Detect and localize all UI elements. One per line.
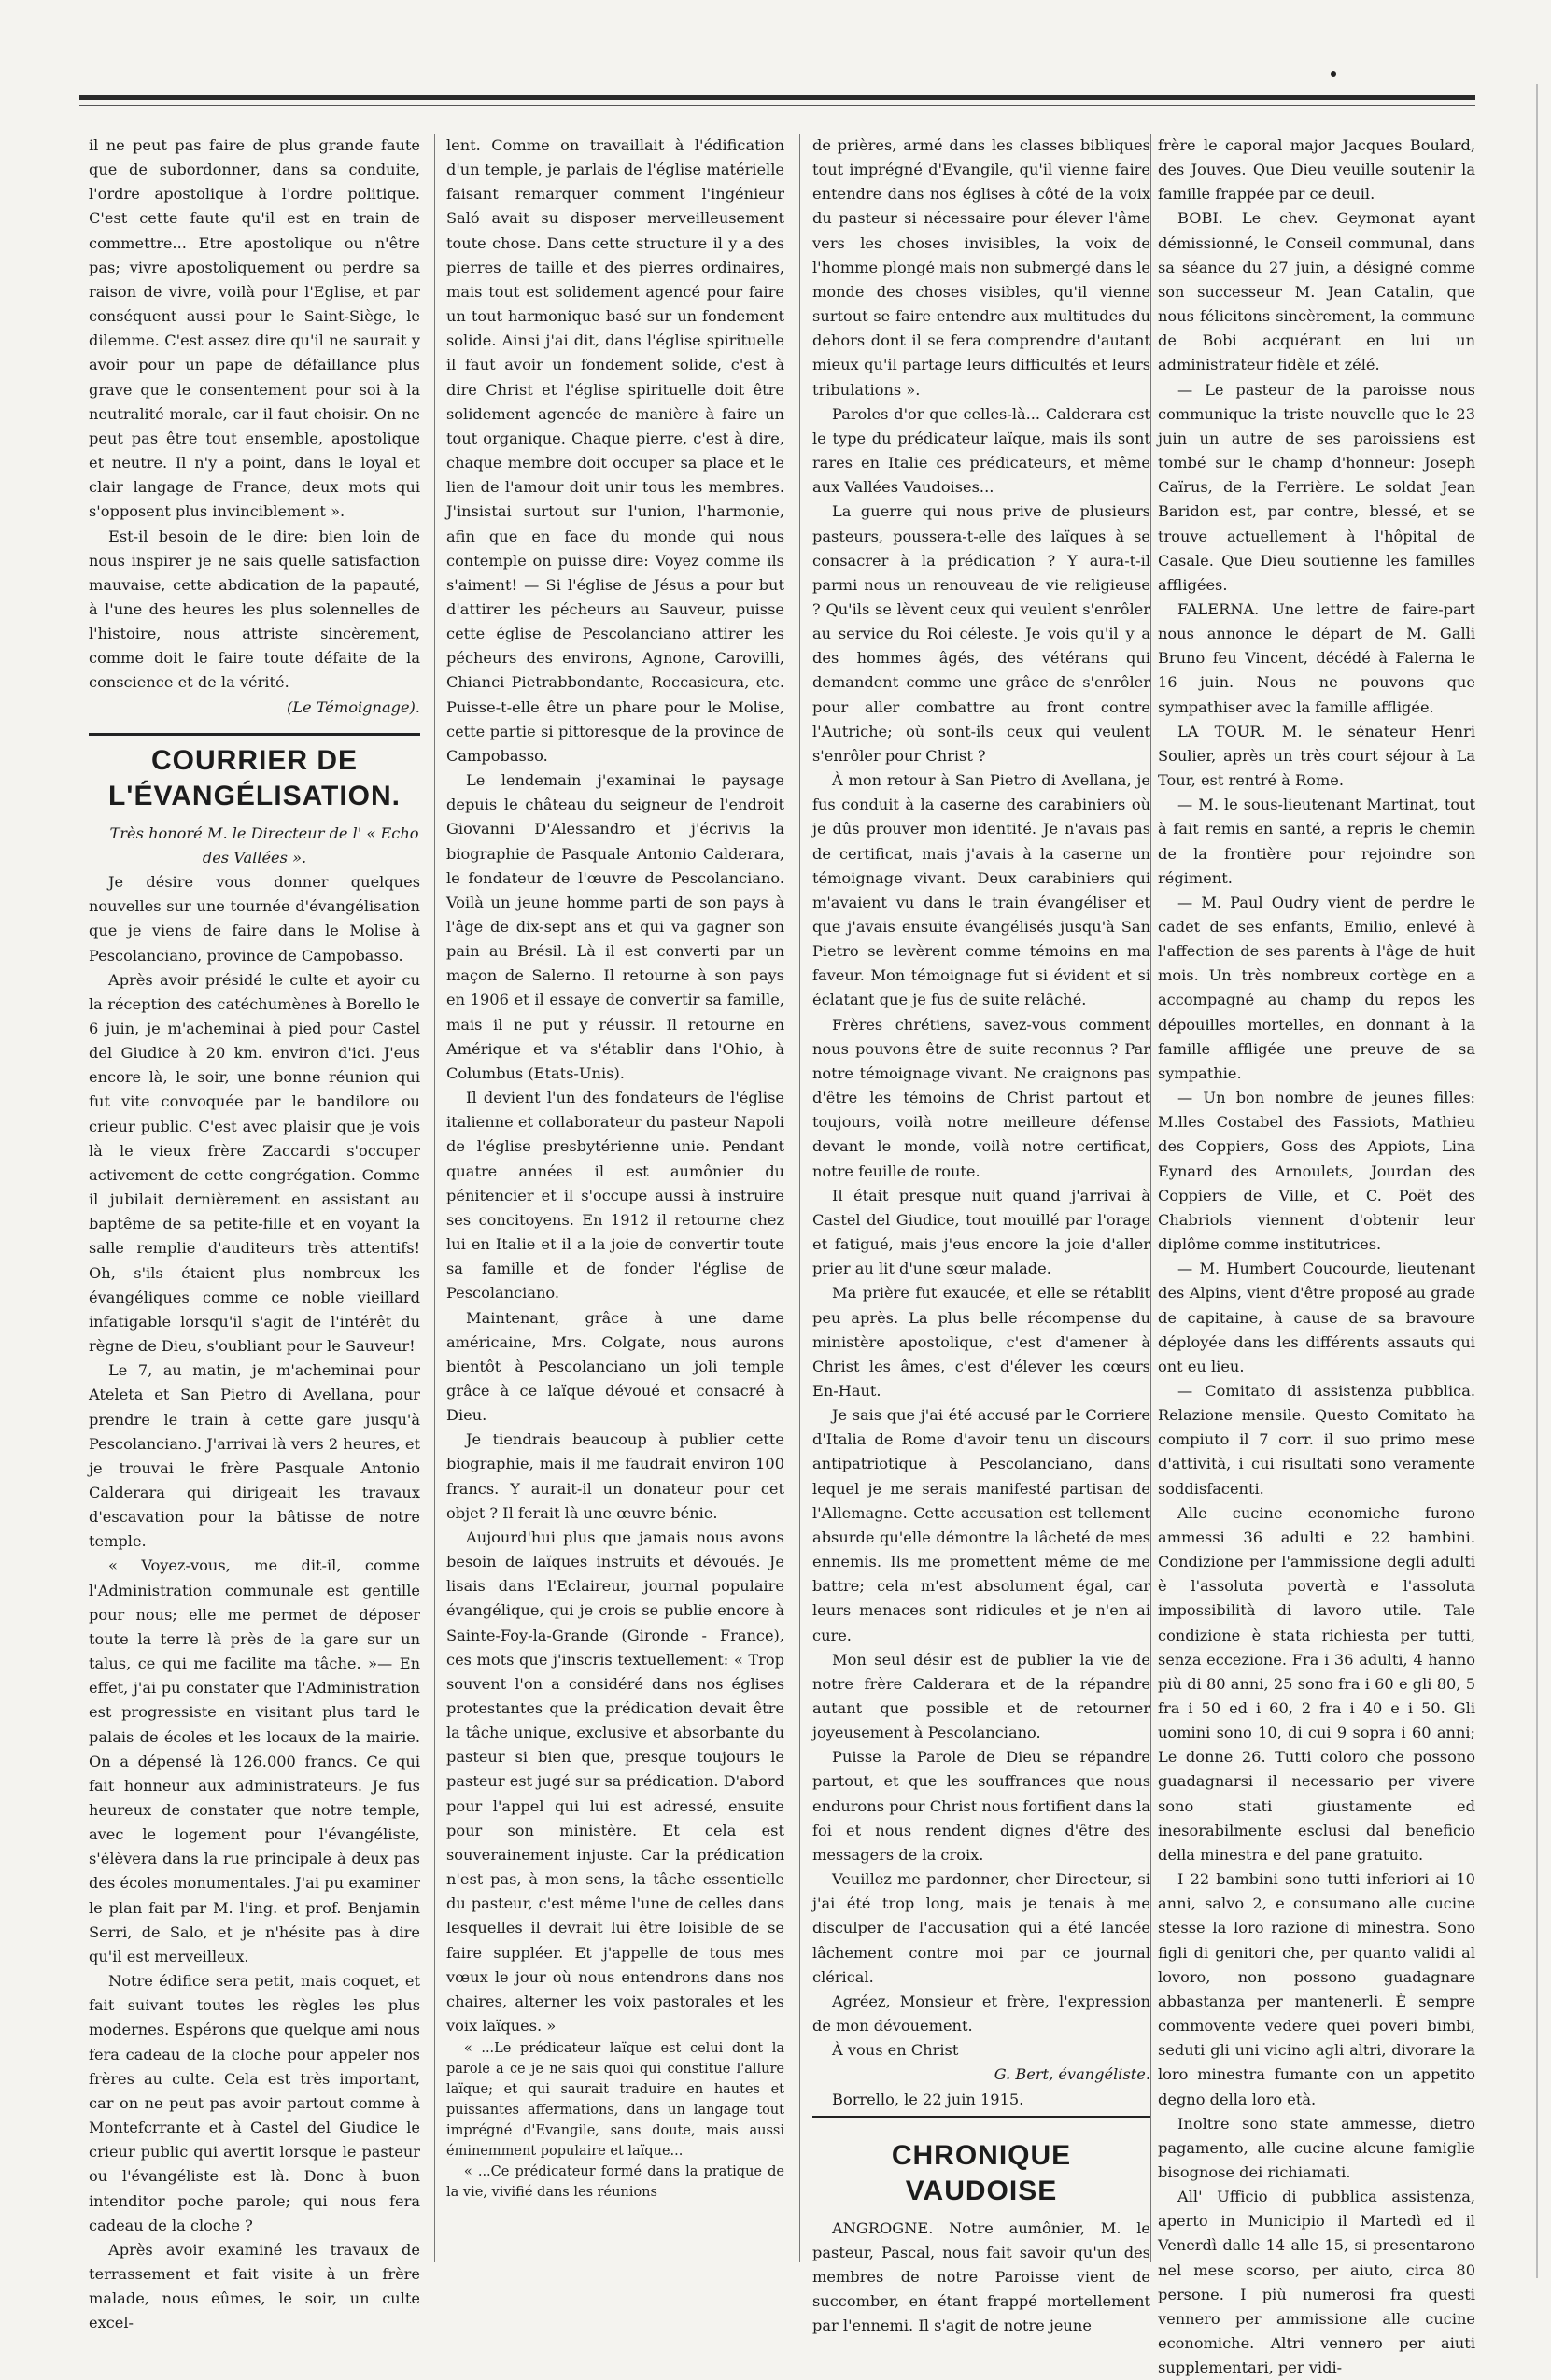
paragraph: — Comitato di assistenza pubblica. Relazione mensile. Questo Comitato ha compiuto il 7 corr. il suo primo mese d'attività, i cui risultati sono veramente soddisfacenti. [1158, 1381, 1475, 1498]
paragraph: La guerre qui nous prive de plusieurs pasteurs, poussera-t-elle des laïques à se consacrer à la prédication ? Y aura-t-il parmi nous un renouveau de vie religieuse ? Qu'ils se lèvent ceux qui veulent s'enrôler au service du Roi céleste. Je vois qu'il y a des hommes âgés, des vétérans qui demandent comme une grâce de s'enrôler pour aller combattre au front contre l'Autriche; où sont-ils ceux qui veulent s'enrôler pour Christ ? [812, 502, 1150, 765]
paragraph: de prières, armé dans les classes bibliques tout imprégné d'Evangile, qu'il vienne faire entendre dans nos églises à côté de la voix du pasteur si nécessaire pour élever l'âme vers les choses invisibles, la voix de l'homme plongé mais non submergé dans le monde des choses visibles, qu'il vienne surtout se faire entendre aux multitudes du dehors dont il se fera comprendre d'autant mieux qu'il partage leurs difficultés et leurs tribulations ». [812, 136, 1150, 399]
header-rule-thin [79, 105, 1475, 106]
page-edge-line [1536, 84, 1538, 2278]
paragraph: FALERNA. Une lettre de faire-part nous annonce le départ de M. Galli Bruno feu Vincent, décédé à Falerna le 16 juin. Nous ne pouvons que sympathiser avec la famille affligée. [1158, 599, 1475, 716]
paragraph: lent. Comme on travaillait à l'édification d'un temple, je parlais de l'église matérielle faisant remarquer comment l'ingénieur Saló avait su disposer merveilleusement toute chose. Dans cette structure il y a des pierres de taille et des pierres ordinaires, mais tout est solidement agencé pour faire un tout harmonique basé sur un fondement solide. Ainsi j'ai dit, dans l'église spirituelle il faut avoir un fondement solide, c'est à dire Christ et l'église spirituelle doit être solidement agencée de manière à faire un tout organique. Chaque pierre, c'est à dire, chaque membre doit occuper sa place et le lien de l'amour doit unir tous les membres. J'insistai surtout sur l'union, l'harmonie, afin que en face du monde qui nous contemple on puisse dire: Voyez comme ils s'aiment! — Si l'église de Jésus a pour but d'attirer les pécheurs au Sauveur, puisse cette église de Pescolanciano attirer les pécheurs des environs, Agnone, Carovilli, Chianci Pietrabbondante, Roccasicura, etc. Puisse-t-elle être un phare pour le Molise, cette partie si pittoresque de la province de Campobasso. [446, 136, 784, 765]
column-3 [812, 134, 1150, 2335]
paragraph: frère le caporal major Jacques Boulard, des Jouves. Que Dieu veuille soutenir la famille frappée par ce deuil. [1158, 136, 1475, 204]
paragraph: Je tiendrais beaucoup à publier cette biographie, mais il me faudrait environ 100 francs. Y aurait-il un donateur pour cet objet ? Il ferait là une œuvre bénie. [446, 1430, 784, 1522]
column-divider [434, 134, 435, 2262]
paragraph: Le lendemain j'examinai le paysage depuis le château du seigneur de l'endroit Giovanni D'Alessandro et j'écrivis la biographie de Pasquale Antonio Calderara, le fondateur de l'œuvre de Pescolanciano. Voilà un jeune homme parti de son pays à l'âge de dix-sept ans et qui va gagner son pain au Brésil. Là il est converti par un maçon de Salerno. Il retourne à son pays en 1906 et il essaye de convertir sa famille, mais il ne put y réussir. Il retourne en Amérique et va s'établir dans l'Ohio, à Columbus (Etats-Unis). [446, 771, 784, 1082]
ink-dot [1331, 71, 1336, 77]
paragraph: Alle cucine economiche furono ammessi 36 adulti e 22 bambini. Condizione per l'ammissione degli adulti è l'assoluta povertà e l'assoluta impossibilità di lavoro utile. Tale condizione è stata richiesta per tutti, senza eccezione. Fra i 36 adulti, 4 hanno più di 80 anni, 25 sono fra i 60 e gli 80, 5 fra i 50 ed i 60, 2 fra i 40 e i 50. Gli uomini sono 10, di cui 9 sopra i 60 anni; Le donne 26. Tutti coloro che possono guadagnarsi il necessario per vivere sono stati giustamente ed inesorabilmente esclusi dal beneficio della minestra e del pane gratuito. [1158, 1503, 1475, 1864]
paragraph: BOBI. Le chev. Geymonat ayant démissionné, le Conseil communal, dans sa séance du 27 juin, a désigné comme son successeur M. Jean Catalin, que nous félicitons sincèrement, la commune de Bobi acquérant en lui un administrateur fidèle et zélé. [1158, 209, 1475, 374]
paragraph: Maintenant, grâce à une dame américaine, Mrs. Colgate, nous aurons bientôt à Pescolanciano un joli temple grâce à ce laïque dévoué et consacré à Dieu. [446, 1308, 784, 1425]
paragraph: Est-il besoin de le dire: bien loin de nous inspirer je ne sais quelle satisfaction mauvaise, cette abdication de la papauté, à l'une des heures les plus solennelles de l'histoire, nous attriste sincèrement, comme doit le faire toute défaite de la conscience et de la vérité. [89, 527, 420, 692]
paragraph: LA TOUR. M. le sénateur Henri Soulier, après un très court séjour à La Tour, est rentré à Rome. [1158, 722, 1475, 790]
source-attribution: (Le Témoignage). [286, 697, 420, 716]
section-title: CHRONIQUE VAUDOISE [891, 2139, 1072, 2206]
paragraph: Ma prière fut exaucée, et elle se rétablit peu après. La plus belle récompense du ministère apostolique, c'est d'amener à Christ les âmes, c'est d'élever les cœurs En-Haut. [812, 1284, 1150, 1400]
paragraph: Je sais que j'ai été accusé par le Corriere d'Italia de Rome d'avoir tenu un discours antipatriotique à Pescolanciano, dans lequel je me serais manifesté partisan de l'Allemagne. Cette accusation est tellement absurde qu'elle démontre la lâcheté de mes ennemis. Ils me promettent même de me battre; cela m'est absolument égal, car leurs menaces sont ridicules et je n'en ai cure. [812, 1406, 1150, 1644]
paragraph: Notre édifice sera petit, mais coquet, et fait suivant toutes les règles les plus modernes. Espérons que quelque ami nous fera cadeau de la cloche pour appeler nos frères au culte. Cela est très important, car on ne peut pas avoir partout comme à Montefcrrante et à Castel del Giudice le crieur public qui avertit lorsque le pasteur ou l'évangéliste est là. Donc à buon intenditor poche parole; qui nous fera cadeau de la cloche ? [89, 1972, 420, 2234]
paragraph: Puisse la Parole de Dieu se répandre partout, et que les souffrances que nous endurons pour Christ nous fortifient dans la foi et nous rendent dignes d'être des messagers de la croix. [812, 1748, 1150, 1864]
dateline: Borrello, le 22 juin 1915. [812, 2088, 1150, 2118]
quote-paragraph: « ...Le prédicateur laïque est celui dont la parole a ce je ne sais quoi qui constitue l'allure laïque; et qui saurait traduire en hautes et puissantes affermations, dans un langage tout imprégné d'Evangile, sans doute, mais aussi éminemment populaire et laïque... [446, 2041, 784, 2160]
paragraph: Inoltre sono state ammesse, dietro pagamento, alle cucine alcune famiglie bisognose dei richiamati. [1158, 2114, 1475, 2181]
paragraph: il ne peut pas faire de plus grande faute que de subordonner, dans sa conduite, l'ordre apostolique à l'ordre politique. C'est cette faute qu'il est en train de commettre... Etre apostolique ou n'être pas; vivre apostoliquement ou perdre sa raison de vivre, voilà pour l'Eglise, et par conséquent aussi pour le Saint-Siège, le dilemme. C'est assez dire qu'il ne saurait y avoir pour un pape de défaillance plus grave que le consentement pour soi à la neutralité morale, car il faut choisir. On ne peut pas être tout ensemble, apostolique et neutre. Il n'y a point, dans le loyal et clair langage de France, deux mots qui s'opposent plus invinciblement ». [89, 136, 420, 521]
column-2 [446, 134, 784, 2262]
paragraph: Frères chrétiens, savez-vous comment nous pouvons être de suite reconnus ? Par notre témoignage vivant. Ne craignons pas d'être les témoins de Christ partout et toujours, voilà notre meilleure défense devant le monde, voilà notre certificat, notre feuille de route. [812, 1015, 1150, 1180]
signature: G. Bert, évangéliste. [994, 2065, 1150, 2084]
paragraph: « Voyez-vous, me dit-il, comme l'Administration communale est gentille pour nous; elle me permet de déposer toute la terre là près de la gare sur un talus, ce qui me facilite ma tâche. »— En effet, j'ai pu constater que l'Administration est progressiste en visitant plus tard le palais de écoles et les locaux de la mairie. On a dépensé là 126.000 francs. Ce qui fait honneur aux administrateurs. Je fus heureux de constater que notre temple, avec le logement pour l'évangéliste, s'élèvera dans la rue principale à deux pas des écoles monumentales. J'ai pu examiner le plan fait par M. l'ing. et prof. Benjamin Serri, de Salo, et je n'hésite pas à dire qu'il est merveilleux. [89, 1556, 420, 1965]
paragraph: Veuillez me pardonner, cher Directeur, si j'ai été trop long, mais je tenais à me disculper de l'accusation qui a été lancée lâchement contre moi par ce journal clérical. [812, 1870, 1150, 1986]
paragraph: — Le pasteur de la paroisse nous communique la triste nouvelle que le 23 juin un autre de ses paroissiens est tombé sur le champ d'honneur: Joseph Caïrus, de la Ferrière. Le soldat Jean Baridon est, par contre, blessé, et se trouve actuellement à l'hôpital de Casale. Que Dieu soutienne les familles affligées. [1158, 380, 1475, 594]
paragraph: All' Ufficio di pubblica assistenza, aperto in Municipio il Martedì ed il Venerdì dalle 14 alle 15, si presentarono nel mese scorso, per aiuto, circa 80 persone. I più numerosi fra questi vennero per ammissione alle cucine economiche. Altri vennero per aiuti supplementari, per vidi- [1158, 2188, 1475, 2377]
column-divider [799, 134, 800, 2262]
paragraph: Le 7, au matin, je m'acheminai pour Ateleta et San Pietro di Avellana, pour prendre le train à cette gare jusqu'à Pescolanciano. J'arrivai là vers 2 heures, et je trouvai le frère Pasquale Antonio Calderara qui dirigeait les travaux d'escavation pour la bâtisse de notre temple. [89, 1361, 420, 1551]
paragraph: Après avoir examiné les travaux de terrassement et fait visite à un frère malade, nous eûmes, le soir, un culte excel- [89, 2240, 420, 2332]
paragraph: — M. le sous-lieutenant Martinat, tout à fait remis en santé, a repris le chemin de la frontière pour rejoindre son régiment. [1158, 796, 1475, 887]
paragraph: — M. Humbert Coucourde, lieutenant des Alpins, vient d'être proposé au grade de capitaine, à cause de sa bravoure déployée dans les différents assauts qui ont eu lieu. [1158, 1260, 1475, 1375]
header-rule [79, 95, 1475, 100]
paragraph: Je désire vous donner quelques nouvelles sur une tournée d'évangélisation que je viens de faire dans le Molise à Pescolanciano, province de Campobasso. [89, 873, 420, 965]
paragraph: Mon seul désir est de publier la vie de notre frère Calderara et de la répandre autant que possible et de retourner joyeusement à Pescolanciano. [812, 1650, 1150, 1742]
paragraph: — M. Paul Oudry vient de perdre le cadet de ses enfants, Emilio, enlevé à l'affection de ses parents à l'âge de huit mois. Un très nombreux cortège en a accompagné au champ du repos les dépouilles mortelles, en donnant à la famille affligée une preuve de sa sympathie. [1158, 893, 1475, 1082]
section-title: COURRIER DE L'ÉVANGÉLISATION. [89, 733, 420, 814]
paragraph: Après avoir présidé le culte et ayoir cu la réception des catéchumènes à Borello le 6 juin, je m'acheminai à pied pour Castel del Giudice à 20 km. environ d'ici. J'eus encore là, le soir, une bonne réunion qui fut vite convoquée par le bandilore ou crieur public. C'est avec plaisir que je vois là le vieux frère Zaccardi s'occuper activement de cette congrégation. Comme il jubilait dernièrement en assistant au baptême de sa petite-fille et en voyant la salle remplie d'auditeurs très attentifs! Oh, s'ils étaient plus nombreux les évangéliques comme ce noble vieillard infatigable lorsqu'il s'agit de l'intérêt du règne de Dieu, s'oubliant pour le Sauveur! [89, 970, 420, 1356]
column-4 [1158, 134, 1475, 2377]
closing: À vous en Christ [832, 2041, 959, 2060]
paragraph: Il devient l'un des fondateurs de l'église italienne et collaborateur du pasteur Napoli de l'église presbytérienne unie. Pendant quatre années il est aumônier du pénitencier et il s'occupe aussi à instruire ses concitoyens. En 1912 il retourne chez lui en Italie et il a la joie de convertir toute sa famille et de fonder l'église de Pescolanciano. [446, 1089, 784, 1303]
quote-paragraph: « ...Ce prédicateur formé dans la pratique de la vie, vivifié dans les réunions [446, 2164, 784, 2201]
paragraph: ANGROGNE. Notre aumônier, M. le pasteur, Pascal, nous fait savoir qu'un des membres de notre Paroisse vient de succomber, en étant frappé mortellement par l'ennemi. Il s'agit de notre jeune [812, 2218, 1150, 2335]
paragraph: I 22 bambini sono tutti inferiori ai 10 anni, salvo 2, e consumano alle cucine stesse la loro razione di minestra. Sono figli di genitori che, per quanto validi al lovoro, non possono guadagnare abbastanza per mantenerli. È sempre commovente vedere quei poveri bimbi, seduti gli uni vicino agli altri, divorare la loro minestra fumante con un appetito degno della loro età. [1158, 1870, 1475, 2108]
paragraph: À mon retour à San Pietro di Avellana, je fus conduit à la caserne des carabiniers où je dûs prouver mon identité. Je n'avais pas de certificat, mais j'avais à la caserne un témoignage vivant. Deux carabiniers qui m'avaient vu dans le train évangéliser et que j'avais ensuite évangélisés jusqu'à San Pietro se levèrent comme témoins en ma faveur. Mon témoignage fut si évident et si éclatant que je fus de suite relâché. [812, 771, 1150, 1009]
paragraph: Agréez, Monsieur et frère, l'expression de mon dévouement. [812, 1992, 1150, 2035]
paragraph: Il était presque nuit quand j'arrivai à Castel del Giudice, tout mouillé par l'orage et fatigué, mais j'eus encore la joie d'aller prier au lit d'une sœur malade. [812, 1186, 1150, 1278]
salutation: Très honoré M. le Directeur de l' « Echo des Vallées ». [109, 824, 419, 866]
column-1 [89, 134, 420, 2332]
paragraph: Paroles d'or que celles-là... Calderara est le type du prédicateur laïque, mais ils sont rares en Italie ces prédicateurs, et même aux Vallées Vaudoises... [812, 404, 1150, 497]
column-divider [1150, 134, 1151, 2262]
paragraph: — Un bon nombre de jeunes filles: M.lles Costabel des Fassiots, Mathieu des Coppiers, Goss des Appiots, Lina Eynard des Arnoulets, Jourdan des Coppiers de Ville, et C. Poët des Chabriols viennent d'obtenir leur diplôme comme institutrices. [1158, 1089, 1475, 1254]
paragraph: Aujourd'hui plus que jamais nous avons besoin de laïques instruits et dévoués. Je lisais dans l'Eclaireur, journal populaire évangélique, qui je crois se publie encore à Sainte-Foy-la-Grande (Gironde - France), ces mots que j'inscris textuellement: « Trop souvent l'on a considéré dans nos églises protestantes que la prédication devait être la tâche unique, exclusive et absorbante du pasteur si bien que, presque toujours le pasteur est jugé sur sa prédication. D'abord pour l'appel qui lui est adressé, ensuite pour son ministère. Et cela est souverainement injuste. Car la prédication n'est pas, à mon sens, la tâche essentielle du pasteur, c'est même l'une de celles dans lesquelles il devrait lui être loisible de se faire suppléer. Et j'appelle de tous mes vœux le jour où nous entendrons dans nos chaires, alterner les voix pastorales et les voix laïques. » [446, 1528, 784, 2035]
